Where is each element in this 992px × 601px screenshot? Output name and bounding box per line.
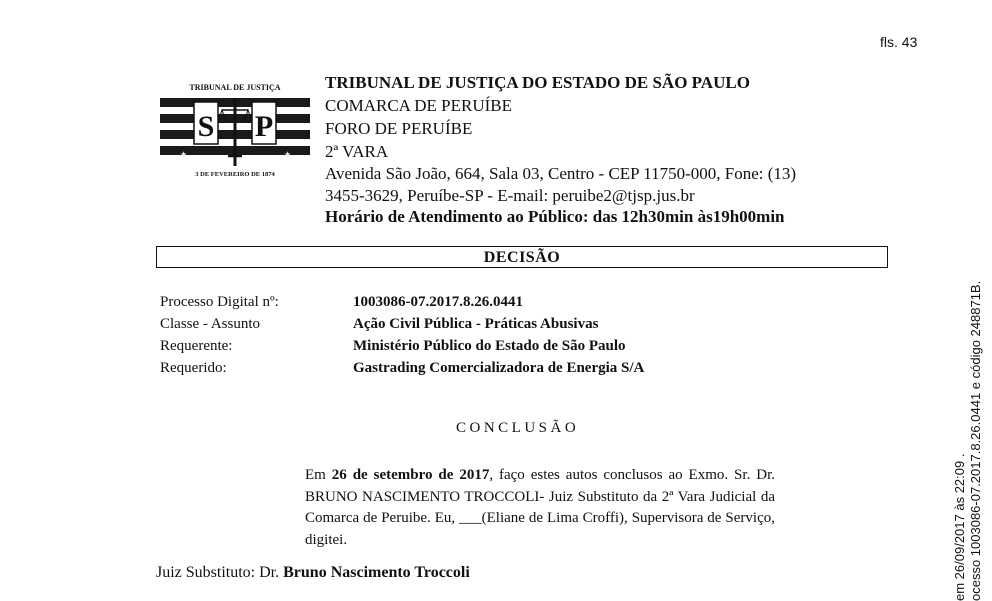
side-timestamp: em 26/09/2017 às 22:09 . — [952, 453, 967, 601]
tjsp-seal-logo — [160, 76, 310, 180]
decision-title-box — [156, 246, 888, 268]
class-subject-value: Ação Civil Pública - Práticas Abusivas — [353, 316, 599, 332]
process-number-label: Processo Digital nº: — [160, 294, 279, 310]
process-number-value: 1003086-07.2017.8.26.0441 — [353, 294, 523, 310]
conclusion-paragraph: Em 26 de setembro de 2017, faço estes autos conclusos ao Exmo. Sr. Dr. BRUNO NASCIMENTO TROCCOLI- Juiz Substituto da 2ª Vara Judicial da Comarca de Peruibe. Eu, ___(Eliane de Lima Croffi), Supervisora de Serviço, digitei. — [305, 467, 775, 548]
class-subject-label: Classe - Assunto — [160, 316, 261, 332]
address-line-1: Avenida São João, 664, Sala 03, Centro - CEP 11750-000, Fone: (13) — [325, 164, 797, 183]
conclusion-date: 26 de setembro de 2017 — [331, 467, 490, 483]
comarca-name: COMARCA DE PERUÍBE — [325, 96, 513, 115]
foro-name: FORO DE PERUÍBE — [325, 119, 473, 138]
svg-text:TRIBUNAL DE JUSTIÇA: TRIBUNAL DE JUSTIÇA — [189, 83, 281, 92]
plaintiff-value: Ministério Público do Estado de São Paulo — [353, 338, 626, 354]
side-process-code: ocesso 1003086-07.2017.8.26.0441 e código 248871B. — [968, 280, 983, 601]
plaintiff-label: Requerente: — [160, 338, 233, 354]
defendant-label: Requerido: — [160, 360, 227, 376]
office-hours: Horário de Atendimento ao Público: das 12h30min às19h00min — [325, 207, 785, 226]
conclusion-heading: CONCLUSÃO — [456, 420, 580, 436]
svg-text:S: S — [197, 110, 215, 143]
vara-name: 2ª VARA — [325, 142, 389, 161]
defendant-value: Gastrading Comercializadora de Energia S/A — [353, 360, 645, 376]
address-line-2: 3455-3629, Peruíbe-SP - E-mail: peruibe2@tjsp.jus.br — [325, 186, 695, 205]
decision-title: DECISÃO — [483, 249, 561, 266]
svg-text:★: ★ — [284, 150, 292, 159]
svg-text:★: ★ — [180, 150, 188, 159]
svg-text:P: P — [254, 110, 274, 143]
page-reference: fls. 43 — [880, 34, 918, 50]
svg-text:3 DE FEVEREIRO DE 1874: 3 DE FEVEREIRO DE 1874 — [195, 171, 275, 178]
judge-name: Bruno Nascimento Troccoli — [283, 564, 470, 581]
court-name: TRIBUNAL DE JUSTIÇA DO ESTADO DE SÃO PAULO — [325, 73, 750, 92]
judge-line: Juiz Substituto: Dr. Bruno Nascimento Troccoli — [156, 564, 470, 581]
